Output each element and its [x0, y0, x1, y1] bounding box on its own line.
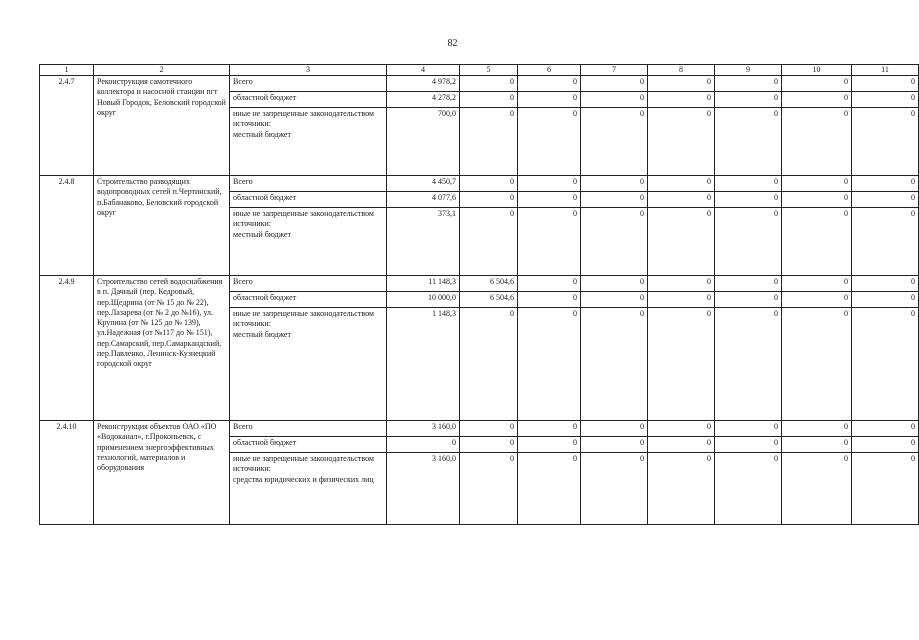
amount-cell: 0	[581, 421, 648, 437]
amount-cell: 0	[648, 308, 715, 421]
amount-cell: 0	[581, 192, 648, 208]
amount-cell: 0	[648, 208, 715, 276]
amount-cell: 0	[581, 437, 648, 453]
amount-cell: 1 148,3	[387, 308, 460, 421]
amount-cell: 0	[460, 92, 518, 108]
amount-cell: 0	[715, 108, 782, 176]
amount-cell: 0	[518, 308, 581, 421]
amount-cell: 0	[460, 108, 518, 176]
column-number: 9	[715, 65, 782, 76]
amount-cell: 0	[581, 453, 648, 525]
amount-cell: 0	[460, 76, 518, 92]
amount-cell: 0	[852, 176, 919, 192]
project-name: Строительство разводящих водопроводных сетей п.Чертинский, п.Бабанаково, Беловский городской округ	[94, 176, 230, 276]
amount-cell: 0	[852, 276, 919, 292]
project-name: Строительство сетей водоснабжения в п. Дачный (пер. Кедровый, пер.Щедрина (от № 15 до № 22), пер.Лазарева (от № 2 до №16), ул. Крупина (от № 125 до № 139), ул.Надежная (от №117 до № 151), пер.Самарский, пер.Самаркандский, пер.Павленко, Ленинск-Кузнецкий городской округ	[94, 276, 230, 421]
amount-cell: 0	[518, 208, 581, 276]
amount-cell: 0	[581, 292, 648, 308]
funding-source-sublabel: местный бюджет	[233, 229, 291, 239]
column-number: 2	[94, 65, 230, 76]
amount-cell: 0	[648, 108, 715, 176]
amount-cell: 0	[782, 76, 852, 92]
amount-cell: 0	[460, 192, 518, 208]
amount-cell: 0	[852, 421, 919, 437]
amount-cell: 4 278,2	[387, 92, 460, 108]
amount-cell: 0	[518, 108, 581, 176]
amount-cell: 0	[715, 421, 782, 437]
funding-source	[230, 192, 387, 208]
column-number: 5	[460, 65, 518, 76]
amount-cell: 0	[782, 292, 852, 308]
amount-cell: 0	[460, 308, 518, 421]
funding-source-sublabel: местный бюджет	[233, 129, 291, 139]
amount-cell: 0	[715, 453, 782, 525]
amount-cell: 0	[852, 76, 919, 92]
project-name: Реконструкция самотечного коллектора и насосной станции пгт Новый Городок, Беловский городской округ	[94, 76, 230, 176]
funding-source-label: Всего	[233, 422, 253, 432]
column-number: 4	[387, 65, 460, 76]
funding-source	[230, 276, 387, 292]
funding-source	[230, 108, 387, 176]
project-code: 2.4.10	[40, 421, 94, 525]
amount-cell: 0	[460, 208, 518, 276]
table-row	[40, 421, 919, 437]
funding-source	[230, 176, 387, 192]
amount-cell: 373,1	[387, 208, 460, 276]
amount-cell: 10 000,0	[387, 292, 460, 308]
funding-source-sublabel: местный бюджет	[233, 329, 291, 339]
amount-cell: 0	[715, 292, 782, 308]
amount-cell: 0	[460, 453, 518, 525]
funding-source	[230, 421, 387, 437]
funding-source	[230, 453, 387, 525]
funding-source-label: Всего	[233, 77, 253, 87]
amount-cell: 0	[782, 421, 852, 437]
funding-source-label: Всего	[233, 177, 253, 187]
amount-cell: 0	[581, 108, 648, 176]
amount-cell: 0	[518, 453, 581, 525]
amount-cell: 0	[648, 76, 715, 92]
amount-cell: 0	[581, 92, 648, 108]
amount-cell: 0	[852, 453, 919, 525]
amount-cell: 0	[715, 308, 782, 421]
amount-cell: 0	[518, 192, 581, 208]
amount-cell: 4 450,7	[387, 176, 460, 192]
amount-cell: 0	[782, 208, 852, 276]
amount-cell: 6 504,6	[460, 276, 518, 292]
amount-cell: 0	[648, 176, 715, 192]
amount-cell: 0	[715, 92, 782, 108]
funding-source-label: иные не запрещенные законодательством источники:	[233, 454, 374, 474]
amount-cell: 0	[715, 192, 782, 208]
amount-cell: 0	[518, 276, 581, 292]
funding-source-label: областной бюджет	[233, 438, 297, 448]
funding-source	[230, 308, 387, 421]
amount-cell: 0	[852, 108, 919, 176]
funding-source-label: иные не запрещенные законодательством источники:	[233, 309, 374, 329]
amount-cell: 0	[782, 276, 852, 292]
amount-cell: 0	[518, 176, 581, 192]
amount-cell: 0	[852, 92, 919, 108]
amount-cell: 0	[782, 453, 852, 525]
amount-cell: 0	[648, 421, 715, 437]
column-number: 3	[230, 65, 387, 76]
amount-cell: 0	[715, 276, 782, 292]
amount-cell: 0	[852, 308, 919, 421]
project-code: 2.4.7	[40, 76, 94, 176]
amount-cell: 0	[460, 437, 518, 453]
amount-cell: 0	[648, 292, 715, 308]
amount-cell: 0	[648, 276, 715, 292]
funding-source	[230, 92, 387, 108]
amount-cell: 0	[518, 76, 581, 92]
table-body	[40, 65, 919, 525]
amount-cell: 0	[648, 453, 715, 525]
amount-cell: 4 077,6	[387, 192, 460, 208]
funding-source	[230, 76, 387, 92]
amount-cell: 0	[387, 437, 460, 453]
page-number: 82	[447, 38, 458, 49]
amount-cell: 0	[581, 76, 648, 92]
amount-cell: 0	[852, 192, 919, 208]
amount-cell: 0	[460, 421, 518, 437]
funding-source	[230, 292, 387, 308]
amount-cell: 0	[782, 92, 852, 108]
amount-cell: 0	[581, 308, 648, 421]
amount-cell: 0	[581, 208, 648, 276]
program-financing-table	[39, 64, 919, 525]
amount-cell: 4 978,2	[387, 76, 460, 92]
amount-cell: 11 148,3	[387, 276, 460, 292]
project-code: 2.4.9	[40, 276, 94, 421]
column-number: 11	[852, 65, 919, 76]
amount-cell: 0	[518, 292, 581, 308]
amount-cell: 0	[581, 176, 648, 192]
amount-cell: 0	[852, 292, 919, 308]
column-number: 10	[782, 65, 852, 76]
column-number: 8	[648, 65, 715, 76]
table-row	[40, 276, 919, 292]
column-number: 7	[581, 65, 648, 76]
amount-cell: 0	[648, 192, 715, 208]
funding-source-label: иные не запрещенные законодательством источники:	[233, 209, 374, 229]
amount-cell: 0	[581, 276, 648, 292]
funding-source-label: областной бюджет	[233, 293, 297, 303]
amount-cell: 0	[782, 437, 852, 453]
table-row	[40, 176, 919, 192]
amount-cell: 0	[782, 176, 852, 192]
amount-cell: 0	[648, 437, 715, 453]
amount-cell: 0	[460, 176, 518, 192]
funding-source	[230, 437, 387, 453]
amount-cell: 3 160,0	[387, 453, 460, 525]
amount-cell: 0	[518, 421, 581, 437]
amount-cell: 0	[715, 176, 782, 192]
amount-cell: 6 504,6	[460, 292, 518, 308]
column-numbers-row	[40, 65, 919, 76]
funding-source-label: иные не запрещенные законодательством источники:	[233, 109, 374, 129]
column-number: 1	[40, 65, 94, 76]
funding-source-label: Всего	[233, 277, 253, 287]
amount-cell: 0	[518, 437, 581, 453]
amount-cell: 0	[518, 92, 581, 108]
column-number: 6	[518, 65, 581, 76]
amount-cell: 0	[852, 437, 919, 453]
amount-cell: 0	[782, 192, 852, 208]
table-row	[40, 76, 919, 92]
amount-cell: 700,0	[387, 108, 460, 176]
project-code: 2.4.8	[40, 176, 94, 276]
amount-cell: 3 160,0	[387, 421, 460, 437]
project-name: Реконструкция объектов ОАО «ПО «Водоканал», г.Прокопьевск, с применением энергоэффективных технологий, материалов и оборудования	[94, 421, 230, 525]
amount-cell: 0	[782, 308, 852, 421]
amount-cell: 0	[782, 108, 852, 176]
amount-cell: 0	[852, 208, 919, 276]
amount-cell: 0	[715, 76, 782, 92]
amount-cell: 0	[715, 437, 782, 453]
funding-source-sublabel: средства юридических и физических лиц	[233, 474, 374, 484]
amount-cell: 0	[715, 208, 782, 276]
amount-cell: 0	[648, 92, 715, 108]
funding-source	[230, 208, 387, 276]
funding-source-label: областной бюджет	[233, 93, 297, 103]
funding-source-label: областной бюджет	[233, 193, 297, 203]
